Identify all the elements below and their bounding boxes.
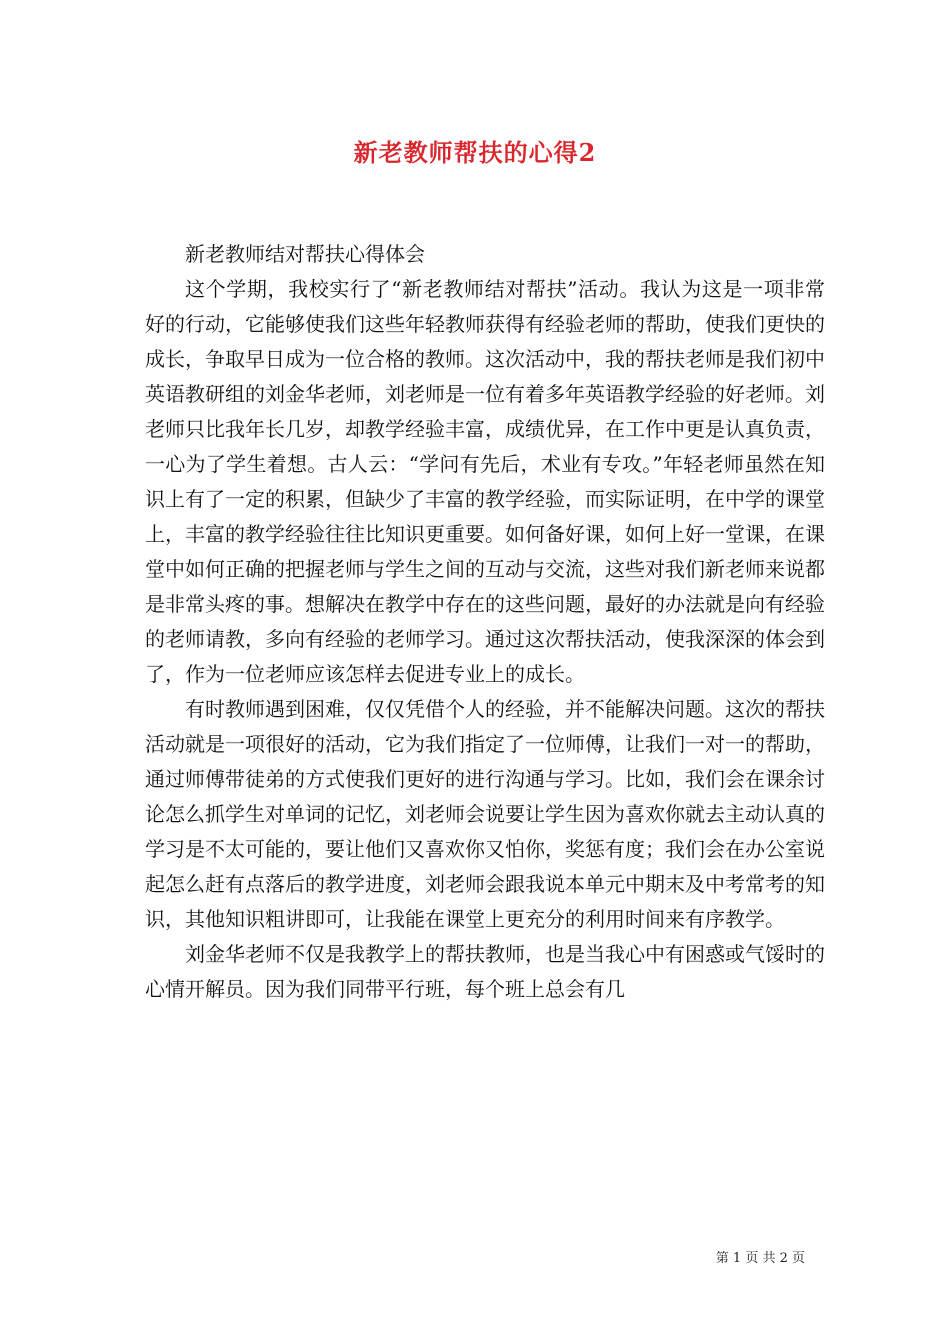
document-body [145,237,825,1007]
page-title: 新老教师帮扶的心得2 [353,138,597,167]
paragraph: 这个学期，我校实行了“新老教师结对帮扶”活动。我认为这是一项非常好的行动，它能够使我们这些年轻教师获得有经验老师的帮助，使我们更快的成长，争取早日成为一位合格的教师。这次活动中，我的帮扶老师是我们初中英语教研组的刘金华老师，刘老师是一位有着多年英语教学经验的好老师。刘老师只比我年长几岁，却教学经验丰富，成绩优异，在工作中更是认真负责，一心为了学生着想。古人云：“学问有先后，术业有专攻。”年轻老师虽然在知识上有了一定的积累，但缺少了丰富的教学经验，而实际证明，在中学的课堂上，丰富的教学经验往往比知识更重要。如何备好课，如何上好一堂课，在课堂中如何正确的把握老师与学生之间的互动与交流，这些对我们新老师来说都是非常头疼的事。想解决在教学中存在的这些问题，最好的办法就是向有经验的老师请教，多向有经验的老师学习。通过这次帮扶活动，使我深深的体会到了，作为一位老师应该怎样去促进专业上的成长。 [145,277,825,686]
paragraph: 刘金华老师不仅是我教学上的帮扶教师，也是当我心中有困惑或气馁时的心情开解员。因为我们同带平行班，每个班上总会有几 [145,942,825,1001]
subtitle: 新老教师结对帮扶心得体会 [185,242,425,266]
paragraph: 有时教师遇到困难，仅仅凭借个人的经验，并不能解决问题。这次的帮扶活动就是一项很好的活动，它为我们指定了一位师傅，让我们一对一的帮助，通过师傅带徒弟的方式使我们更好的进行沟通与学习。比如，我们会在课余讨论怎么抓学生对单词的记忆，刘老师会说要让学生因为喜欢你就去主动认真的学习是不太可能的，要让他们又喜欢你又怕你，奖惩有度；我们会在办公室说起怎么赶有点落后的教学进度，刘老师会跟我说本单元中期末及中考常考的知识，其他知识粗讲即可，让我能在课堂上更充分的利用时间来有序教学。 [145,697,825,931]
page-number: 第 1 页 共 2 页 [715,1251,805,1266]
